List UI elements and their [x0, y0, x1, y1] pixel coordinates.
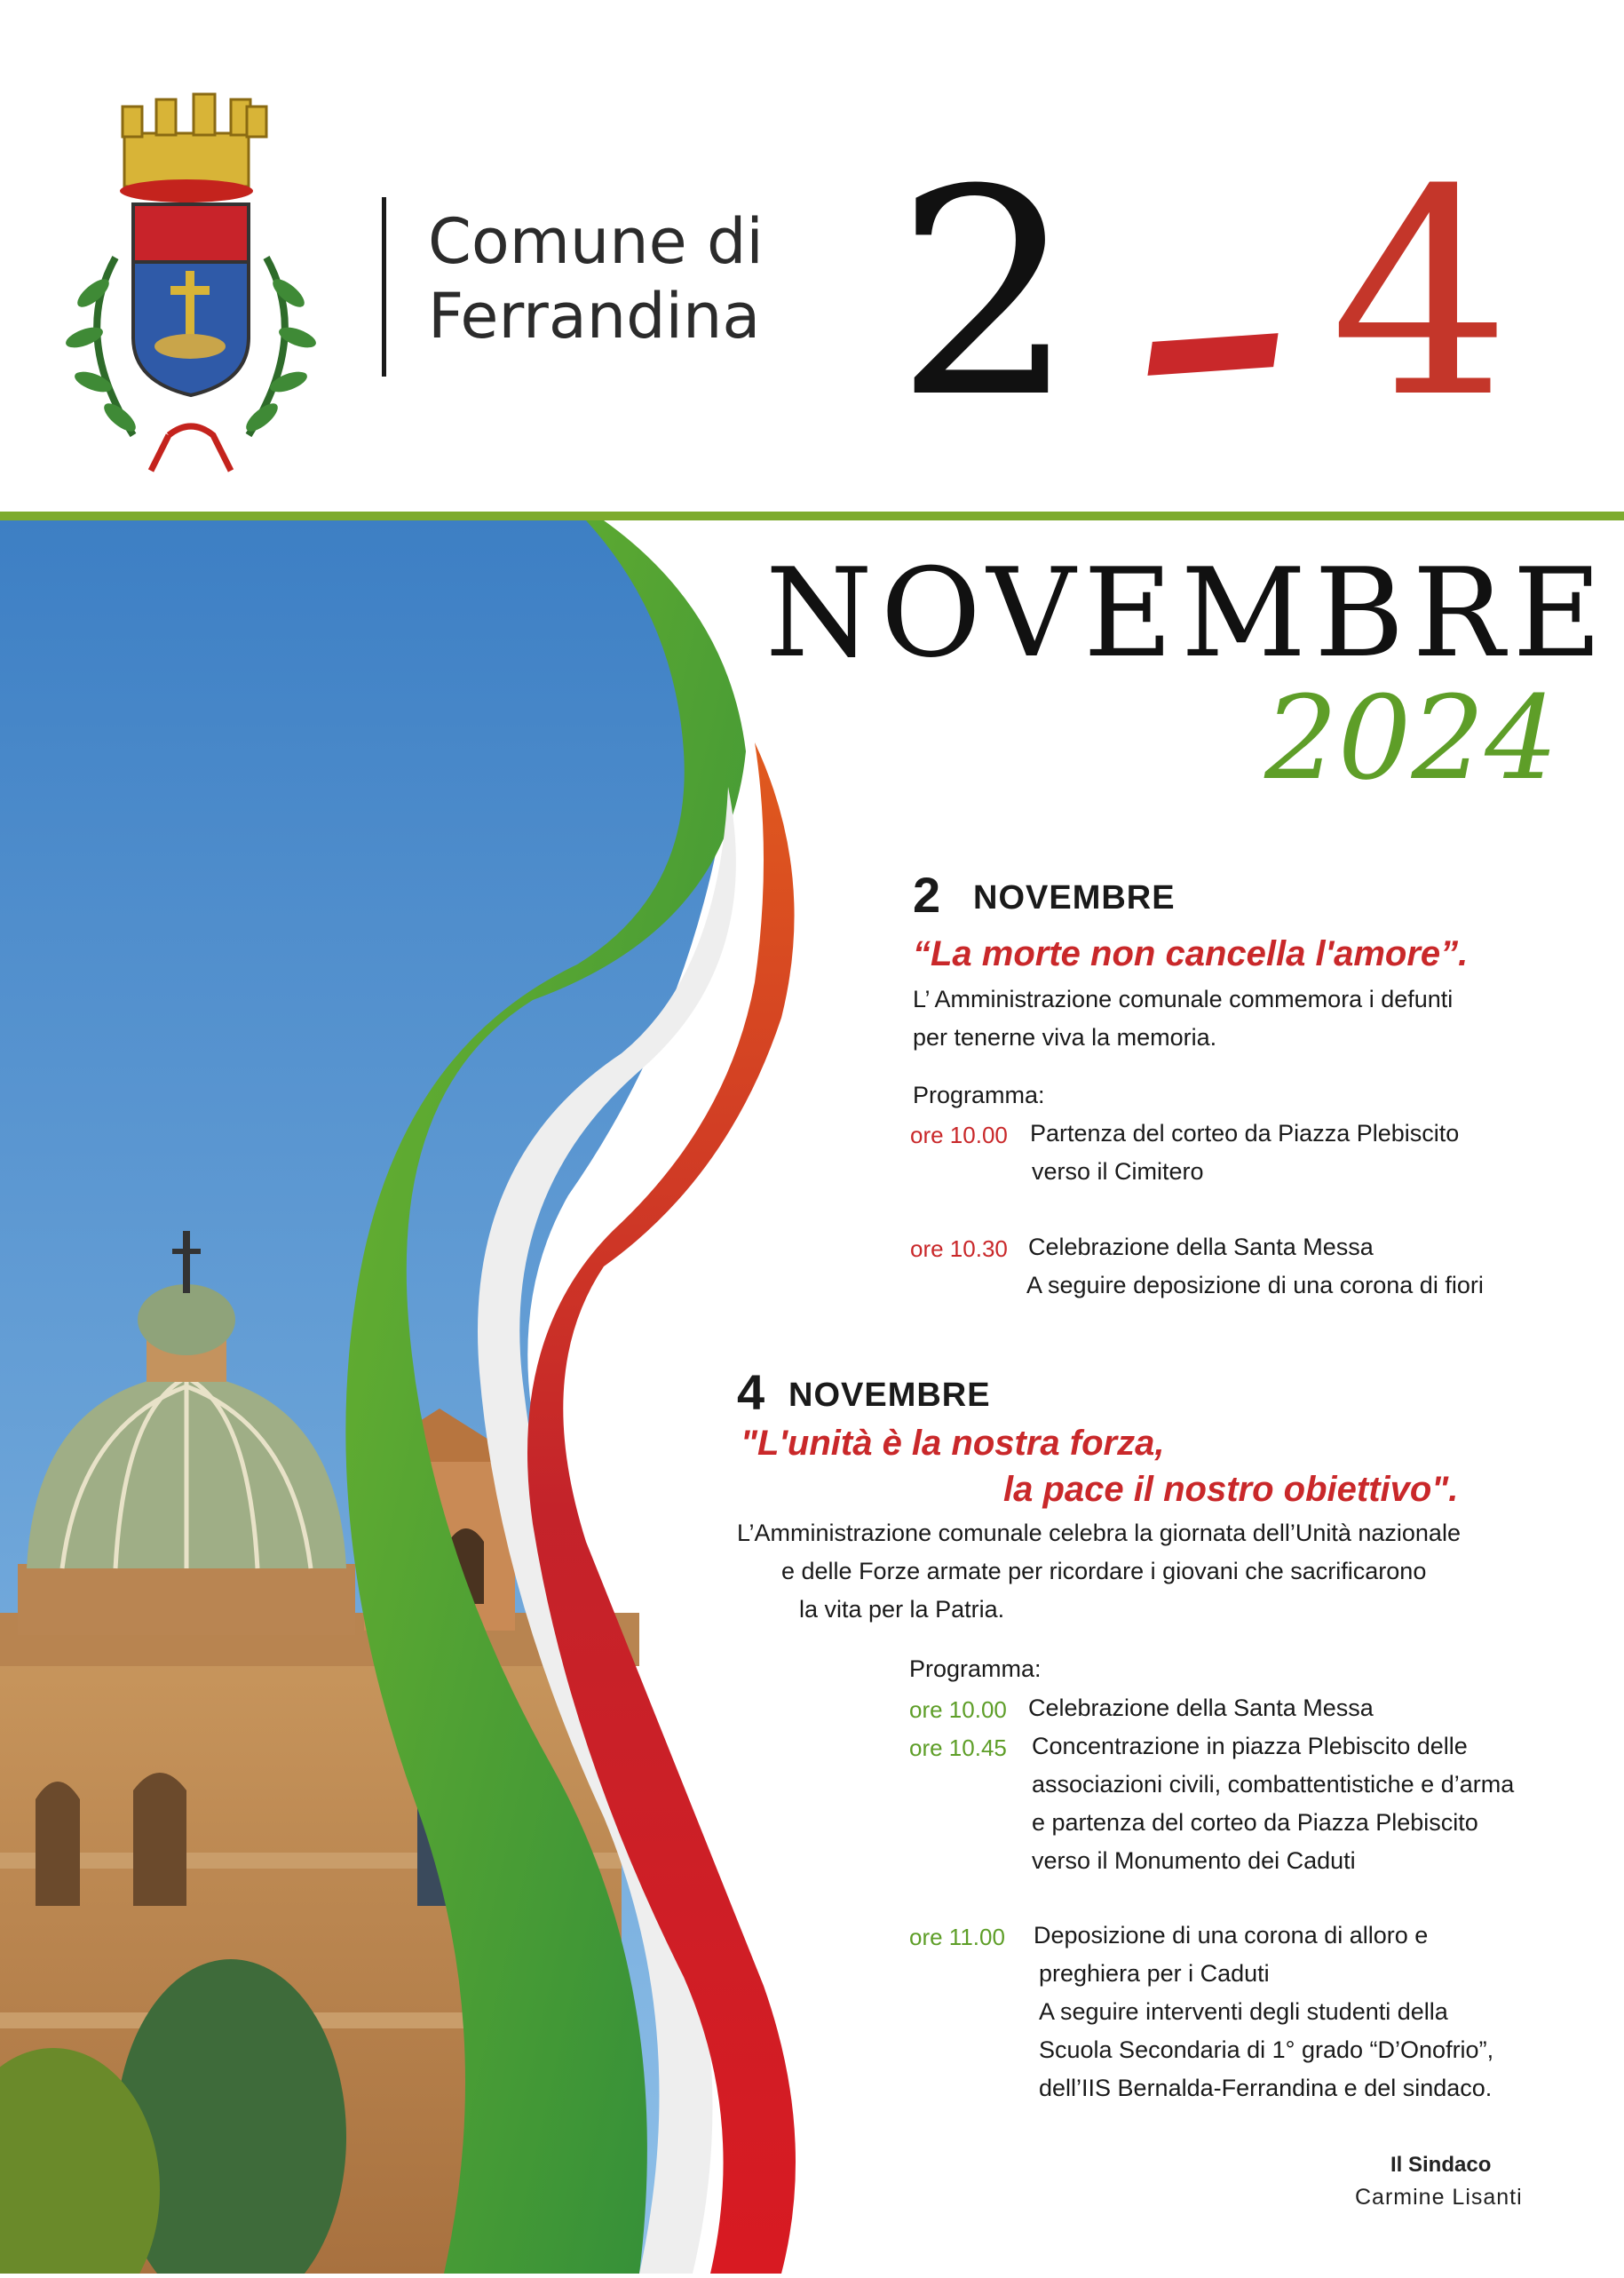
day2-event3-line-4: Scuola Secondaria di 1° grado “D’Onofrio”, [1039, 2036, 1494, 2063]
comune-line-2: Ferrandina [428, 280, 761, 353]
year-title: 2024 [1264, 671, 1558, 806]
month-title: NOVEMBRE [765, 542, 1611, 685]
day2-event3-time: ore 11.00 [909, 1924, 1005, 1950]
day2-event3-line-3: A seguire interventi degli studenti della [1039, 1998, 1448, 2025]
day2-motto-line-1: "L'unità è la nostra forza, [741, 1424, 1165, 1463]
day2-event2-line-3: e partenza del corteo da Piazza Plebiscito [1032, 1809, 1478, 1836]
day2-event3-line-1: Deposizione di una corona di alloro e [1034, 1922, 1429, 1949]
date-dash [1147, 333, 1278, 376]
day1-intro-line-1: L’ Amministrazione comunale commemora i defunti [913, 986, 1454, 1012]
day2-number: 4 [737, 1364, 765, 1420]
comune-line-1: Comune di [428, 205, 764, 278]
day2-event1-time: ore 10.00 [909, 1696, 1007, 1723]
day2-event2-line-1: Concentrazione in piazza Plebiscito delle [1032, 1733, 1468, 1759]
day1-event2-time: ore 10.30 [910, 1235, 1008, 1262]
date-start: 2 [895, 130, 1076, 460]
day2-event1-line-1: Celebrazione della Santa Messa [1028, 1695, 1374, 1721]
day1-event1-time: ore 10.00 [910, 1122, 1008, 1148]
day2-intro-line-1: L’Amministrazione comunale celebra la giornata dell’Unità nazionale [737, 1520, 1461, 1546]
day2-event3-line-5: dell’IIS Bernalda-Ferrandina e del sindaco. [1039, 2075, 1493, 2101]
day1-event1-line-1: Partenza del corteo da Piazza Plebiscito [1030, 1120, 1460, 1147]
day1-motto: “La morte non cancella l'amore”. [913, 934, 1469, 973]
signature-name: Carmine Lisanti [1355, 2185, 1523, 2210]
day1-event2-line-2: A seguire deposizione di una corona di fiori [1026, 1272, 1484, 1298]
day2-event2-line-4: verso il Monumento dei Caduti [1032, 1847, 1356, 1874]
day2-program-label: Programma: [909, 1655, 1042, 1682]
date-end: 4 [1330, 130, 1511, 460]
day2-event2-time: ore 10.45 [909, 1734, 1007, 1761]
day2-intro-line-3: la vita per la Patria. [799, 1596, 1005, 1623]
header-separator [382, 197, 386, 377]
day1-program-label: Programma: [913, 1082, 1045, 1108]
day2-intro-line-2: e delle Forze armate per ricordare i giovani che sacrificarono [781, 1558, 1427, 1584]
signature-role: Il Sindaco [1390, 2153, 1492, 2177]
day1-event1-line-2: verso il Cimitero [1032, 1158, 1204, 1185]
day2-event2-line-2: associazioni civili, combattentistiche e d’arma [1032, 1771, 1515, 1798]
day2-label: NOVEMBRE [788, 1377, 991, 1414]
day1-number: 2 [913, 867, 941, 923]
day1-event2-line-1: Celebrazione della Santa Messa [1028, 1234, 1374, 1260]
header-divider [0, 512, 1624, 520]
coat-of-arms-icon [53, 80, 337, 488]
day2-motto-line-2: la pace il nostro obiettivo". [1003, 1470, 1459, 1509]
day2-event3-line-2: preghiera per i Caduti [1039, 1960, 1270, 1987]
day1-label: NOVEMBRE [973, 879, 1176, 917]
day1-intro-line-2: per tenerne viva la memoria. [913, 1024, 1217, 1051]
